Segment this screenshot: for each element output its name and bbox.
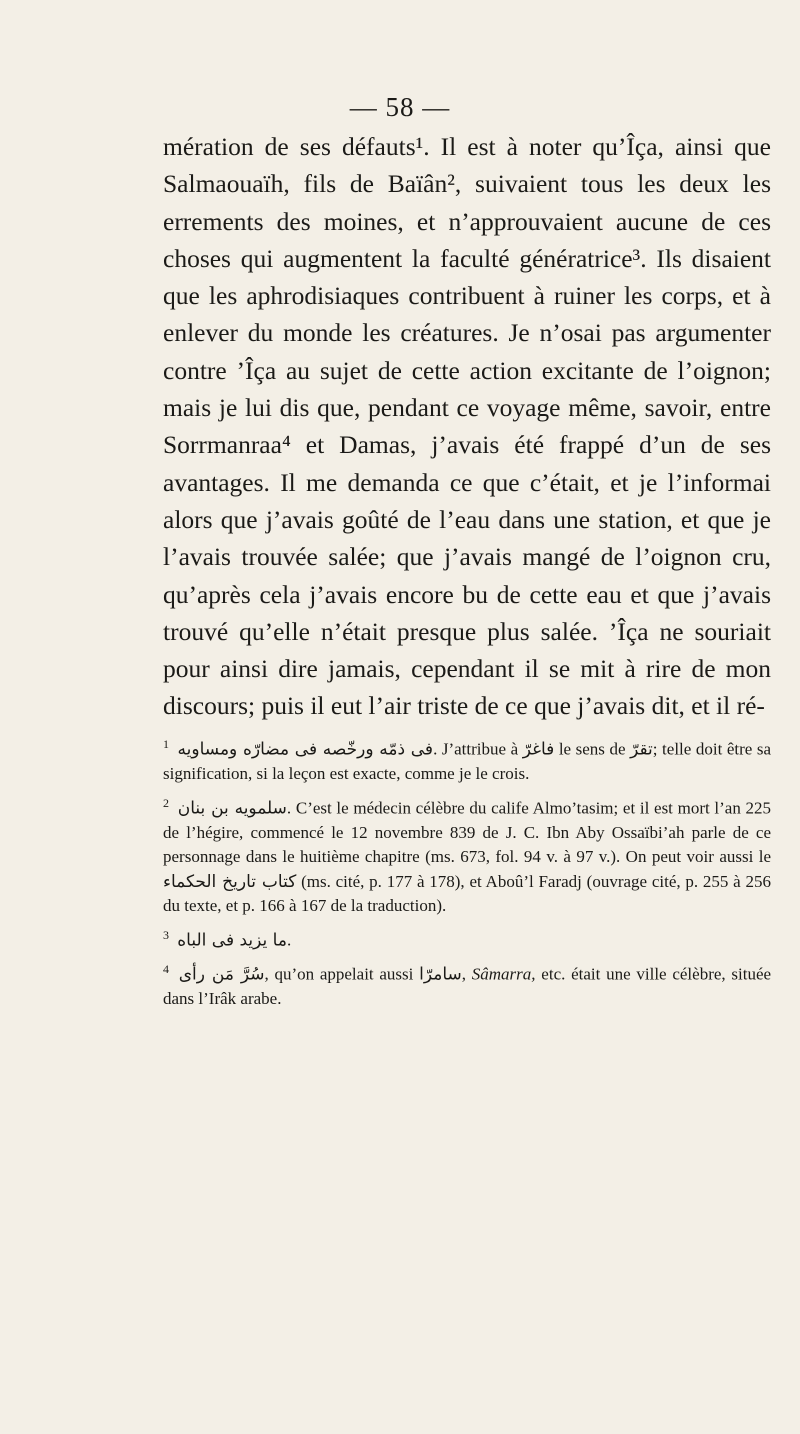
footnote-text: ,: [461, 964, 467, 984]
footnotes: [163, 732, 771, 1016]
footnote-4: [163, 957, 771, 1012]
footnote-2: [163, 791, 771, 919]
arabic-text: تقرّ: [630, 739, 653, 760]
arabic-text: سُرَّ مَن رأى: [178, 964, 265, 985]
footnote-text: . C’est le médecin célèbre du calife Almo’tasim; et il est mort l’an 225 de l’hégire, commencé le 12 novembre 839 de J. C. Ibn Aby Ossaïbi’ah parle de ce personnage dans le huitième chapitre (ms. 673, fol. 94 v. à 97 v.). On peut voir aussi le: [163, 798, 772, 867]
footnote-number: 1: [163, 737, 169, 751]
footnote-text: (ms. cité, p. 177 à 178), et Aboû’l Faradj (ouvrage cité, p. 255 à 256 du texte, et p. 166 à 167 de la traduction).: [163, 871, 771, 916]
italic-text: Sâmarra,: [471, 964, 536, 984]
footnote-number: 4: [163, 961, 169, 976]
footnote-text: , qu’on appelait aussi: [264, 964, 414, 984]
arabic-text: فاغرّ: [522, 739, 555, 760]
footnote-number: 3: [163, 927, 169, 942]
footnote-text: ; telle doit être sa signification, si la leçon est exacte, comme je le crois.: [163, 739, 772, 784]
arabic-text: فى ذمّه ورخّصه فى مضارّه ومساويه: [177, 739, 434, 760]
main-text: [163, 128, 771, 725]
footnote-text: le sens de: [558, 739, 626, 759]
body-paragraph: mération de ses défauts¹. Il est à noter qu’Îça, ainsi que Salmaouaïh, fils de Baïân², suivaient tous les deux les errements des moines, et n’approuvaient aucune de ces choses qui augmentent la faculté génératrice³. Ils disaient que les aphrodisiaques contribuent à ruiner les corps, et à enlever du monde les créatures. Je n’osai pas argumenter contre ’Îça au sujet de cette action excitante de l’oignon; mais je lui dis que, pendant ce voyage même, savoir, entre Sorrmanraa⁴ et Damas, j’avais été frappé d’un de ses avantages. Il me demanda ce que c’était, et je l’informai alors que j’avais goûté de l’eau dans une station, et que je l’avais trouvée salée; que j’avais mangé de l’oignon cru, qu’après cela j’avais encore bu de cette eau et que j’avais trouvé qu’elle n’était presque plus salée. ’Îça ne souriait pour ainsi dire jamais, cependant il se mit à rire de mon discours; puis il eut l’air triste de ce que j’avais dit, et il ré-: [163, 132, 771, 721]
footnote-text: etc. était une ville célèbre, située dans l’Irâk arabe.: [163, 964, 772, 1009]
footnote-number: 2: [163, 795, 169, 810]
footnote-3: [163, 923, 771, 953]
footnote-text: .: [286, 930, 292, 950]
footnote-1: [163, 732, 771, 787]
arabic-text: سامرّا: [419, 964, 462, 985]
page-number: — 58 —: [349, 92, 451, 122]
arabic-text: ما يزيد فى الباه: [177, 930, 287, 951]
footnote-text: . J’attribue à: [433, 739, 519, 759]
arabic-text: كتاب تاريخ الحكماء: [163, 871, 297, 892]
arabic-text: سلمويه بن بنان: [177, 798, 287, 819]
